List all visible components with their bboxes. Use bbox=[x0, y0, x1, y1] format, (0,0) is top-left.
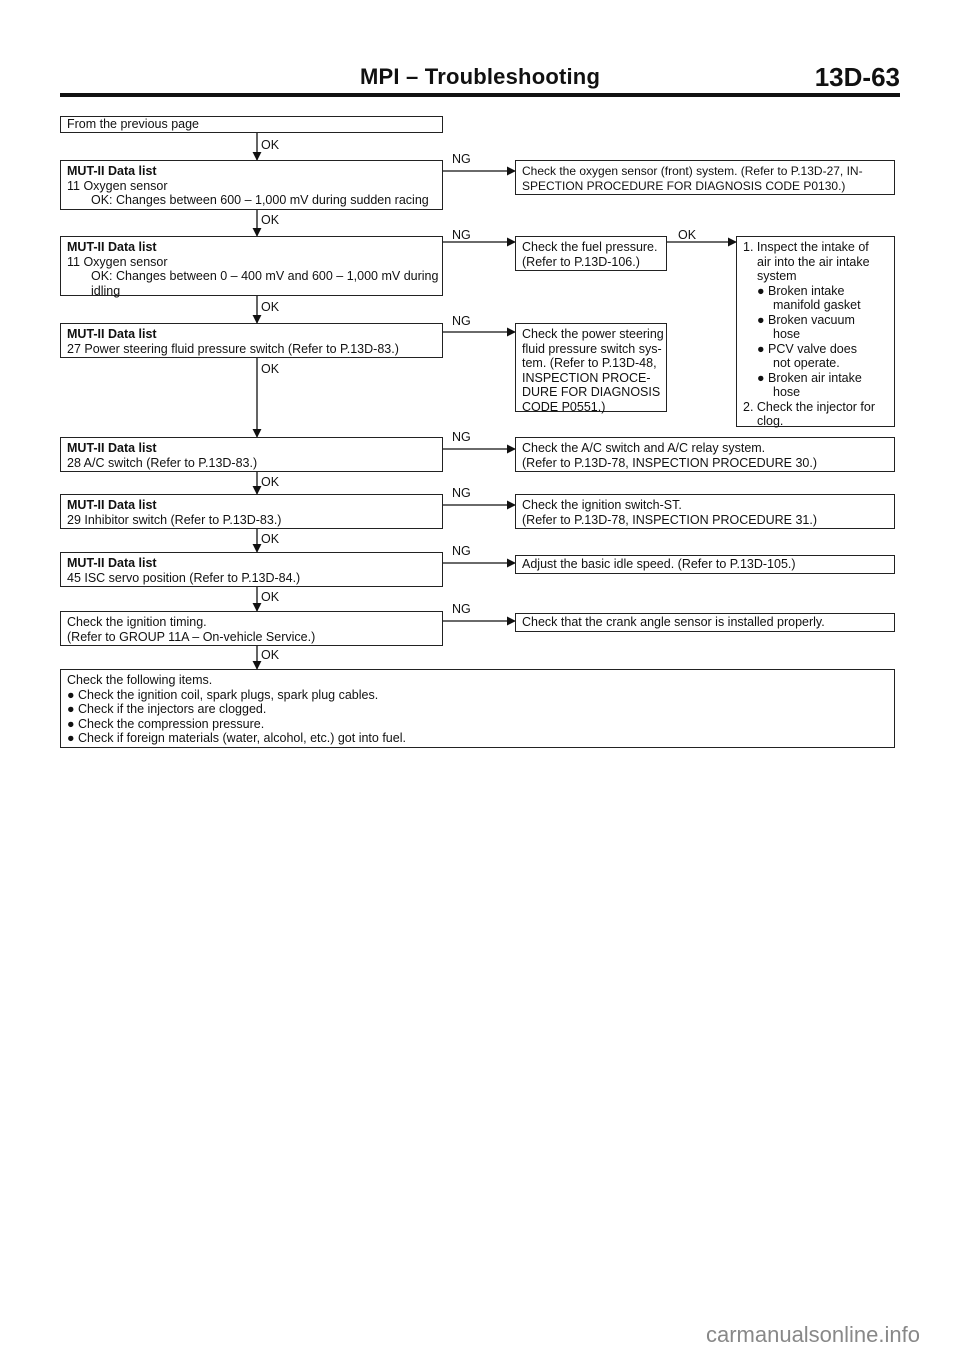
box-line: ● Broken intake bbox=[757, 283, 845, 298]
action-fuel-pressure bbox=[515, 236, 667, 271]
label-ok: OK bbox=[261, 138, 280, 152]
label-ng: NG bbox=[452, 228, 471, 242]
box-line: clog. bbox=[757, 414, 784, 428]
box-line: MUT-II Data list bbox=[67, 164, 157, 178]
label-ok: OK bbox=[261, 362, 280, 376]
box-line: INSPECTION PROCE- bbox=[522, 370, 651, 385]
box-line: manifold gasket bbox=[773, 298, 861, 312]
from-previous-page-box bbox=[60, 116, 443, 133]
box-line: ● Broken air intake bbox=[757, 370, 862, 385]
box-line: (Refer to P.13D-78, INSPECTION PROCEDURE 31.) bbox=[522, 512, 817, 527]
box-line: (Refer to P.13D-78, INSPECTION PROCEDURE 30.) bbox=[522, 455, 817, 470]
action-basic-idle-speed bbox=[515, 555, 895, 574]
box-line: ● Broken vacuum bbox=[757, 312, 855, 327]
box-line: Check the fuel pressure. bbox=[522, 240, 658, 254]
box-line: MUT-II Data list bbox=[67, 327, 157, 341]
box-line: 2. Check the injector for bbox=[743, 399, 876, 414]
label-ok: OK bbox=[261, 648, 280, 662]
step-power-steering-switch bbox=[60, 323, 443, 358]
box-line: hose bbox=[773, 327, 801, 341]
label-ng: NG bbox=[452, 486, 471, 500]
label-ok: OK bbox=[261, 213, 280, 227]
box-line: OK: Changes between 600 – 1,000 mV during sudden racing bbox=[91, 193, 429, 207]
action-inspect-intake-injector bbox=[736, 236, 895, 427]
label-ng: NG bbox=[452, 544, 471, 558]
box-line: fluid pressure switch sys- bbox=[522, 341, 662, 356]
box-line: 11 Oxygen sensor bbox=[67, 178, 168, 193]
box-line: ● Check if the injectors are clogged. bbox=[67, 702, 267, 716]
box-line: ● Check the compression pressure. bbox=[67, 716, 265, 731]
step-oxygen-sensor-idling bbox=[60, 236, 443, 296]
label-ok: OK bbox=[678, 228, 697, 242]
page-number: 13D-63 bbox=[814, 62, 900, 92]
final-check-items bbox=[60, 669, 895, 748]
watermark: carmanualsonline.info bbox=[705, 1322, 920, 1347]
box-line: MUT-II Data list bbox=[67, 240, 157, 254]
box-line: 1. Inspect the intake of bbox=[743, 240, 869, 254]
box-line: ● Check the ignition coil, spark plugs, spark plug cables. bbox=[67, 687, 379, 702]
box-line: air into the air intake bbox=[757, 254, 870, 269]
box-line: From the previous page bbox=[67, 117, 200, 131]
step-oxygen-sensor-racing bbox=[60, 160, 443, 210]
label-ok: OK bbox=[261, 475, 280, 489]
label-ng: NG bbox=[452, 314, 471, 328]
box-line: DURE FOR DIAGNOSIS bbox=[522, 385, 661, 399]
page-title: MPI – Troubleshooting bbox=[360, 64, 601, 89]
step-inhibitor-switch bbox=[60, 494, 443, 529]
label-ok: OK bbox=[261, 532, 280, 546]
box-line: 29 Inhibitor switch (Refer to P.13D-83.) bbox=[67, 512, 282, 527]
box-line: hose bbox=[773, 385, 801, 399]
box-line: (Refer to GROUP 11A – On-vehicle Service.) bbox=[67, 629, 316, 644]
action-ac-relay-system bbox=[515, 437, 895, 472]
box-line: system bbox=[757, 269, 797, 283]
label-ng: NG bbox=[452, 152, 471, 166]
action-crank-angle-sensor bbox=[515, 613, 895, 632]
box-line: Check the A/C switch and A/C relay system. bbox=[522, 441, 766, 455]
step-ac-switch bbox=[60, 437, 443, 472]
box-line: not operate. bbox=[773, 356, 840, 370]
box-line: Check the following items. bbox=[67, 673, 213, 687]
action-power-steering-system bbox=[515, 323, 667, 412]
box-line: MUT-II Data list bbox=[67, 441, 157, 455]
box-line: Adjust the basic idle speed. (Refer to P.13D-105.) bbox=[522, 557, 796, 571]
box-line: tem. (Refer to P.13D-48, bbox=[522, 356, 657, 370]
box-line: SPECTION PROCEDURE FOR DIAGNOSIS CODE P0130.) bbox=[522, 178, 846, 193]
box-line: Check the ignition timing. bbox=[67, 615, 207, 629]
label-ng: NG bbox=[452, 602, 471, 616]
box-line: 28 A/C switch (Refer to P.13D-83.) bbox=[67, 455, 258, 470]
box-line: ● PCV valve does bbox=[757, 341, 857, 356]
box-line: idling bbox=[91, 283, 121, 298]
step-isc-servo-position bbox=[60, 552, 443, 587]
box-line: MUT-II Data list bbox=[67, 498, 157, 512]
action-oxygen-sensor-system bbox=[515, 160, 895, 195]
box-line: 45 ISC servo position (Refer to P.13D-84.) bbox=[67, 570, 301, 585]
box-line: Check the ignition switch-ST. bbox=[522, 498, 682, 512]
label-ok: OK bbox=[261, 590, 280, 604]
label-ng: NG bbox=[452, 430, 471, 444]
box-line: ● Check if foreign materials (water, alcohol, etc.) got into fuel. bbox=[67, 731, 406, 745]
step-ignition-timing bbox=[60, 611, 443, 646]
box-line: MUT-II Data list bbox=[67, 556, 157, 570]
box-line: CODE P0551.) bbox=[522, 399, 606, 414]
box-line: Check that the crank angle sensor is installed properly. bbox=[522, 615, 825, 629]
box-line: 27 Power steering fluid pressure switch (Refer to P.13D-83.) bbox=[67, 341, 399, 356]
box-line: Check the power steering bbox=[522, 327, 664, 341]
action-ignition-switch-st bbox=[515, 494, 895, 529]
box-line: 11 Oxygen sensor bbox=[67, 254, 168, 269]
box-line: (Refer to P.13D-106.) bbox=[522, 254, 640, 269]
label-ok: OK bbox=[261, 300, 280, 314]
box-line: OK: Changes between 0 – 400 mV and 600 – 1,000 mV during bbox=[91, 269, 439, 283]
box-line: Check the oxygen sensor (front) system. (Refer to P.13D-27, IN- bbox=[522, 164, 863, 178]
